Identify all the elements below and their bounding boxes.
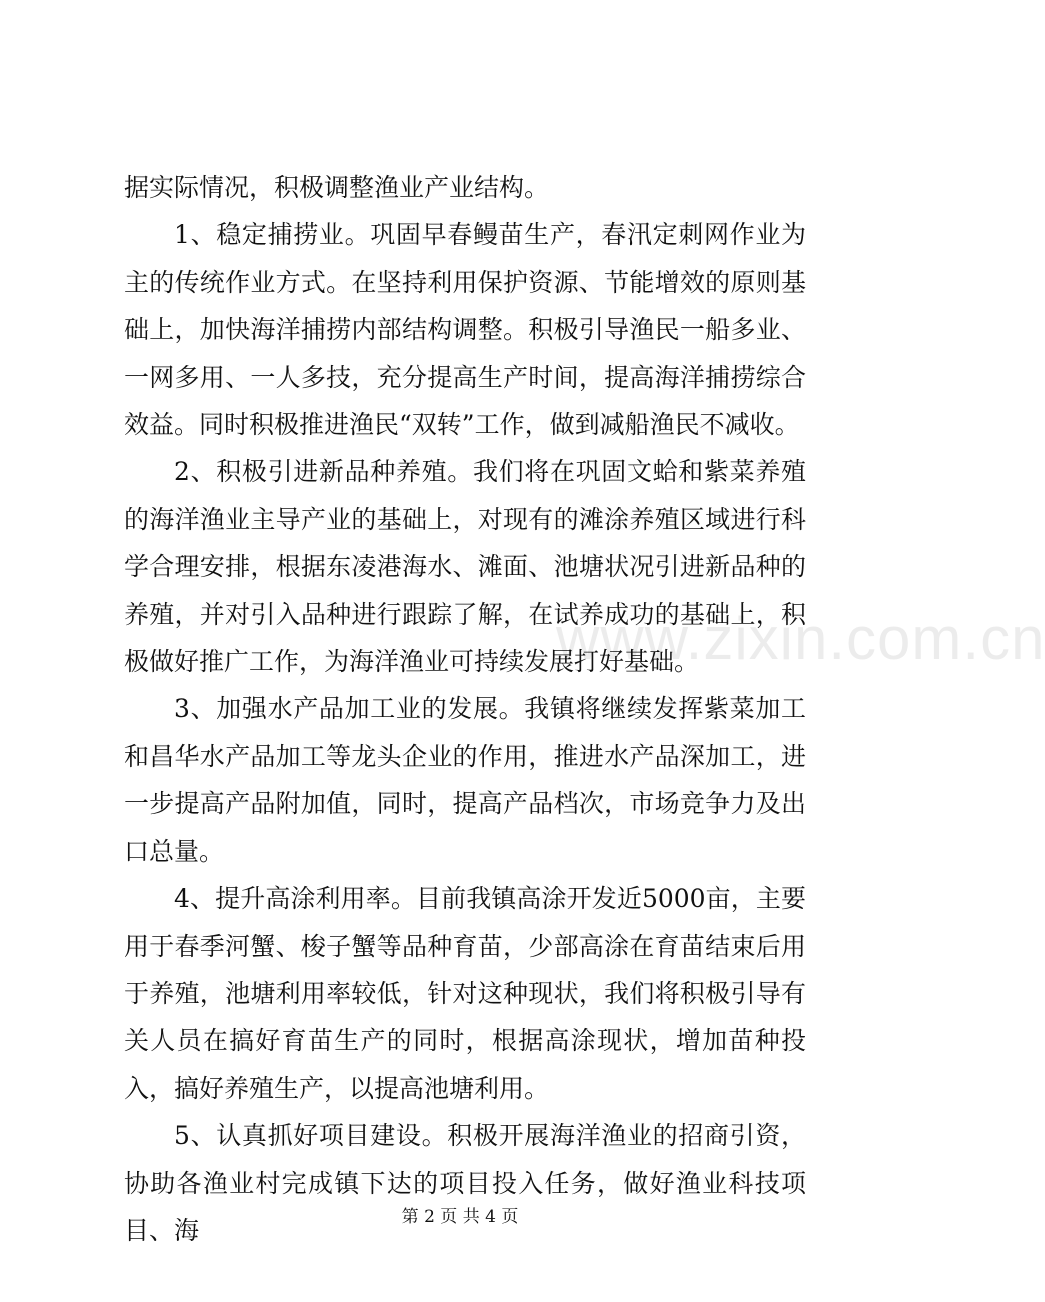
paragraph-mudflat: 4、提升高涂利用率。目前我镇高涂开发近5000亩，主要用于春季河蟹、梭子蟹等品种育苗，少部高涂在育苗结束后用于养殖，池塘利用率较低，针对这种现状，我们将积极引导有关人员在搞好育苗生产的同时，根据高涂现状，增加苗种投入，搞好养殖生产，以提高池塘利用。 — [124, 884, 806, 1103]
page-number-footer: 第 2 页 共 4 页 — [401, 1207, 519, 1227]
document-body — [124, 164, 806, 1254]
paragraph-new-breeds: 2、积极引进新品种养殖。我们将在巩固文蛤和紫菜养殖的海洋渔业主导产业的基础上，对现有的滩涂养殖区域进行科学合理安排，根据东凌港海水、滩面、池塘状况引进新品种的养殖，并对引入品种进行跟踪了解，在试养成功的基础上，积极做好推广工作，为海洋渔业可持续发展打好基础。 — [124, 457, 806, 677]
paragraph-processing: 3、加强水产品加工业的发展。我镇将继续发挥紫菜加工和昌华水产品加工等龙头企业的作用，推进水产品深加工，进一步提高产品附加值，同时，提高产品档次，市场竞争力及出口总量。 — [124, 694, 806, 866]
paragraph-fishing: 1、稳定捕捞业。巩固早春鳗苗生产，春汛定刺网作业为主的传统作业方式。在坚持利用保护资源、节能增效的原则基础上，加快海洋捕捞内部结构调整。积极引导渔民一船多业、一网多用、一人多技，充分提高生产时间，提高海洋捕捞综合效益。同时积极推进渔民“双转”工作，做到减船渔民不减收。 — [124, 220, 806, 440]
watermark: www.zixin.com.cn — [556, 605, 1045, 672]
paragraph-continuation: 据实际情况，积极调整渔业产业结构。 — [124, 173, 550, 202]
paragraph-projects: 5、认真抓好项目建设。积极开展海洋渔业的招商引资，协助各渔业村完成镇下达的项目投入任务，做好渔业科技项目、海 — [124, 1121, 806, 1245]
